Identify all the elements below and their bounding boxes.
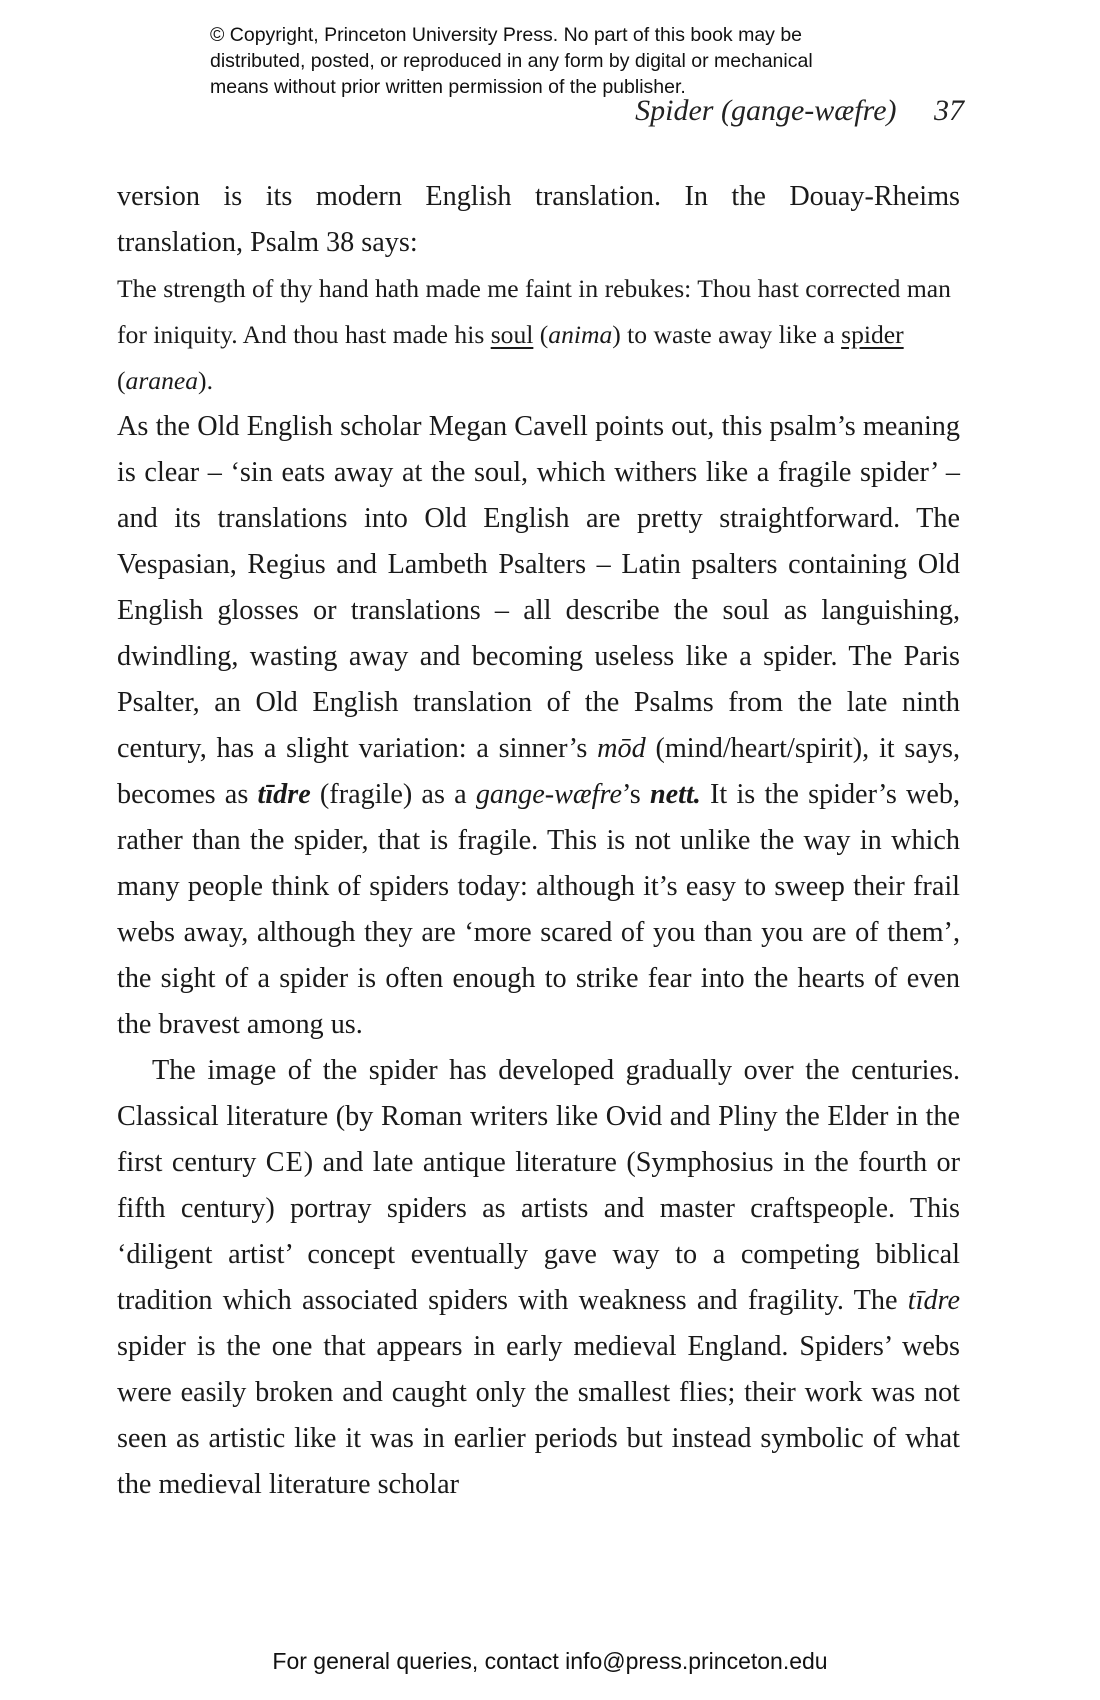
quote-soul: soul [490,320,534,349]
paragraph-1 [117,174,960,266]
p2-tidre: tīdre [257,779,311,810]
copyright-line-2: distributed, posted, or reproduced in any form by digital or mechanical [210,50,813,72]
quote-text-c: ) to waste away like a [612,320,842,349]
quote-anima: anima [548,320,613,349]
p2-gange-waefre: gange-wæfre [475,779,622,810]
copyright-line-1: © Copyright, Princeton University Press. No part of this book may be [210,24,803,46]
paragraph-1-text: version is its modern English translation. In the Douay-Rheims translation, Psalm 38 says: [117,181,960,258]
p2-text-e: It is the spider’s web, rather than the spider, that is fragile. This is not unlike the way in which many people think of spiders today: although it’s easy to sweep their frail webs away, although they are ‘more scared of you than you are of them’, the sight of a spider is often enough to strike fear into the hearts of even the bravest among us. [117,779,960,1040]
p2-text-d: ’s [621,779,650,810]
p2-mod: mōd [597,733,646,764]
copyright-line-3: means without prior written permission of the publisher. [210,76,686,98]
running-head-title: Spider (gange-wæfre) [635,94,897,127]
p2-nett: nett. [649,779,701,810]
page-number: 37 [934,94,964,127]
p3-ce: CE [265,1147,304,1178]
paragraph-2 [117,404,960,1048]
running-head [635,94,964,128]
quote-text-d: ( [117,366,126,395]
quote-text-a: The strength of thy hand hath made me faint in rebukes: Thou hast corrected man for iniquity. And thou hast made his [117,274,951,349]
quote-text-b: ( [533,320,549,349]
quote-text-e: ). [198,366,213,395]
p3-tidre: tīdre [907,1285,960,1316]
paragraph-3 [117,1048,960,1508]
p2-text-c: (fragile) as a [310,779,476,810]
block-quote [117,266,960,404]
p3-text-a: The image of the spider has developed gradually over the centuries. Classical literature (by Roman writers like Ovid and Pliny the Elder in the first century [117,1055,960,1178]
p2-text-b: (mind/heart/spirit), it says, becomes as [117,733,961,810]
copyright-notice [210,22,910,100]
p3-text-c: spider is the one that appears in early medieval England. Spiders’ webs were easily broken and caught only the smallest flies; their work was not seen as artistic like it was in earlier periods but instead symbolic of what the medieval literature scholar [117,1331,960,1500]
p3-text-b: ) and late antique literature (Symphosius in the fourth or fifth century) portray spiders as artists and master craftspeople. This ‘diligent artist’ concept eventually gave way to a competing biblical tradition which associated spiders with weakness and fragility. The [117,1147,960,1316]
p2-text-a: As the Old English scholar Megan Cavell points out, this psalm’s meaning is clear – ‘sin eats away at the soul, which withers like a fragile spider’ – and its translations into Old English are pretty straightforward. The Vespasian, Regius and Lambeth Psalters – Latin psalters containing Old English glosses or translations – all describe the soul as languishing, dwindling, wasting away and becoming useless like a spider. The Paris Psalter, an Old English translation of the Psalms from the late ninth century, has a slight variation: a sinner’s [117,411,960,764]
quote-spider: spider [841,320,904,349]
quote-aranea: aranea [125,366,199,395]
body-text [117,174,960,1508]
footer-contact: For general queries, contact info@press.princeton.edu [272,1648,828,1674]
